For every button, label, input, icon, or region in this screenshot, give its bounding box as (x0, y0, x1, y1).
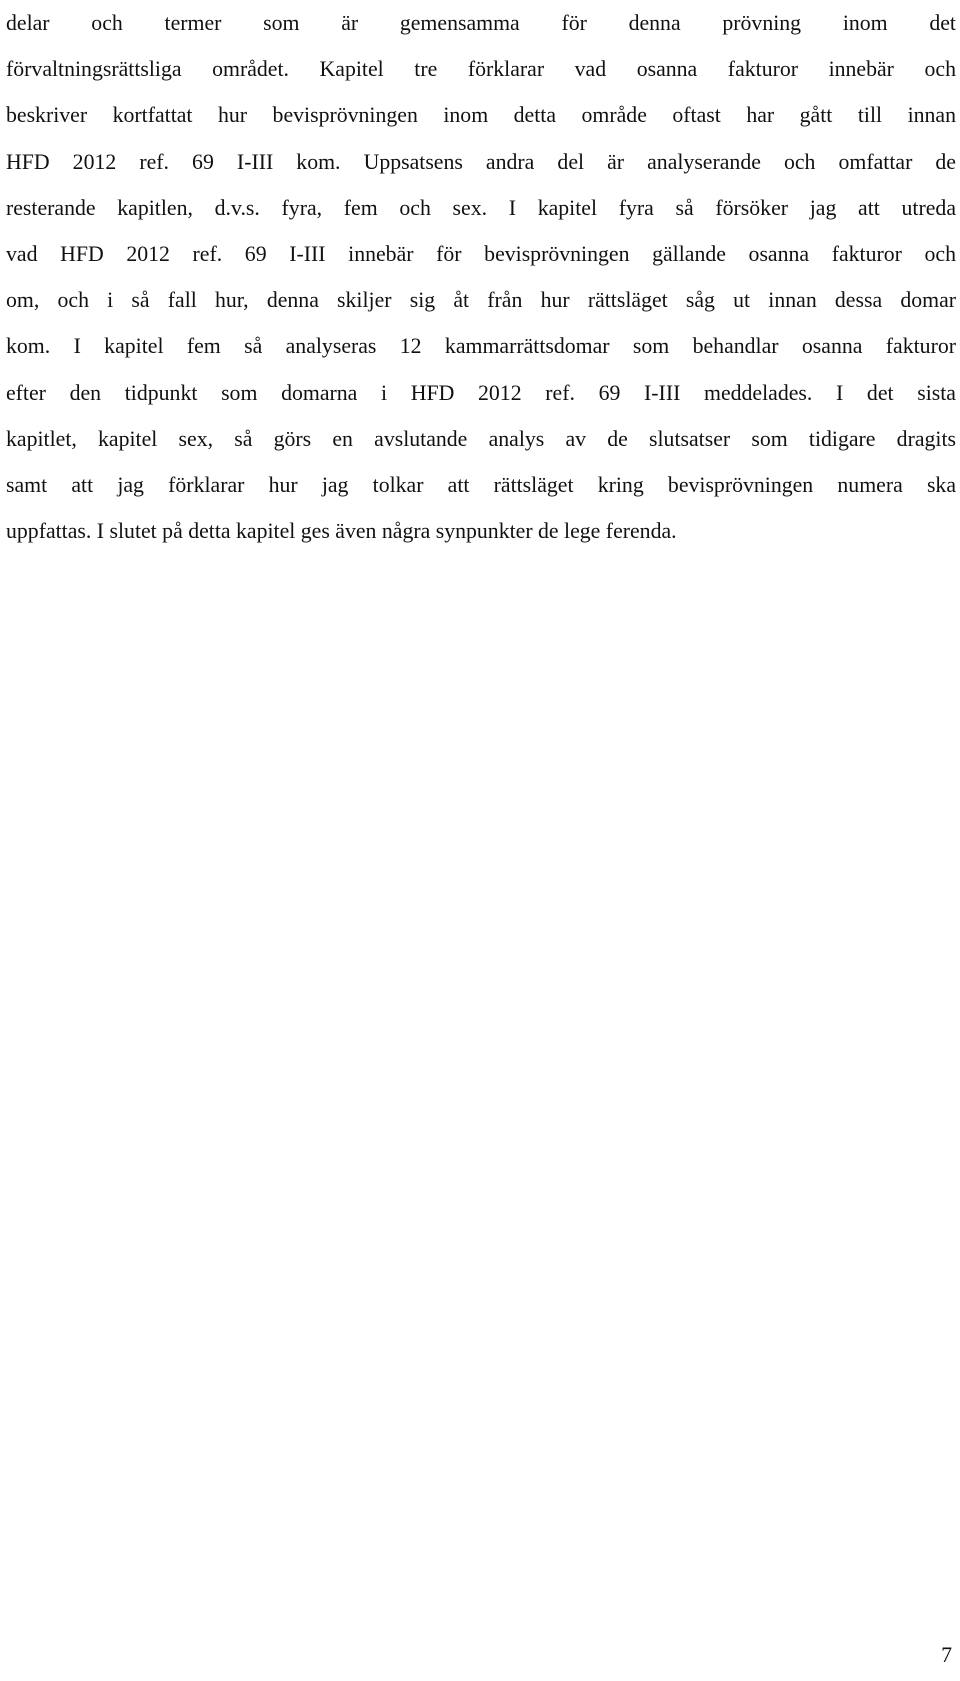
paragraph-line: vad HFD 2012 ref. 69 I-III innebär för bevisprövningen gällande osanna fakturor och (6, 241, 956, 266)
paragraph-line: beskriver kortfattat hur bevisprövningen inom detta område oftast har gått till innan (6, 103, 956, 128)
paragraph-line: uppfattas. I slutet på detta kapitel ges även några synpunkter de lege ferenda. (6, 519, 677, 544)
paragraph-line: resterande kapitlen, d.v.s. fyra, fem och sex. I kapitel fyra så försöker jag att utreda (6, 195, 956, 220)
page-number: 7 (941, 1643, 952, 1667)
paragraph-line: förvaltningsrättsliga området. Kapitel tre förklarar vad osanna fakturor innebär och (6, 57, 956, 82)
paragraph-line: kom. I kapitel fem så analyseras 12 kammarrättsdomar som behandlar osanna fakturor (6, 334, 956, 359)
paragraph-line: samt att jag förklarar hur jag tolkar att rättsläget kring bevisprövningen numera ska (6, 472, 956, 497)
paragraph-line: delar och termer som är gemensamma för denna prövning inom det (6, 11, 956, 35)
paragraph-line: HFD 2012 ref. 69 I-III kom. Uppsatsens andra del är analyserande och omfattar de (6, 149, 956, 174)
paragraph-line: efter den tidpunkt som domarna i HFD 2012 ref. 69 I-III meddelades. I det sista (6, 380, 956, 405)
paragraph-line: kapitlet, kapitel sex, så görs en avslutande analys av de slutsatser som tidigare dragits (6, 426, 956, 451)
paragraph-line: om, och i så fall hur, denna skiljer sig åt från hur rättsläget såg ut innan dessa domar (6, 288, 956, 313)
body-paragraph (6, 0, 956, 554)
